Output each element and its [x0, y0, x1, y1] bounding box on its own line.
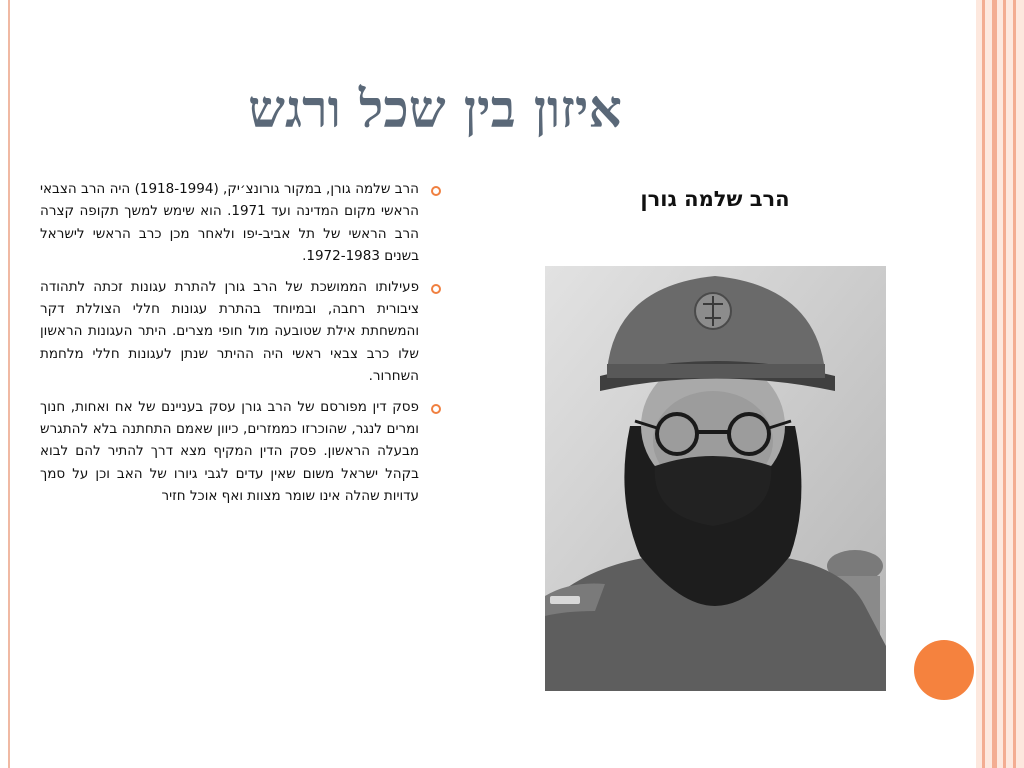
- bullet-list: [40, 178, 445, 516]
- portrait-photo: [545, 266, 886, 691]
- portrait-illustration: [545, 266, 886, 691]
- bullet-text: הרב שלמה גורן, במקור גורונצ׳יק, (1918-1994) היה הרב הצבאי הראשי מקום המדינה ועד 1971. הוא שימש למשך תקופה קצרה הרב הראשי של תל אביב-יפו ולאחר מכן כרב הראשי לישראל בשנים 1972-1983.: [40, 181, 420, 265]
- decorative-orange-circle: [914, 640, 974, 700]
- right-stripe: [992, 0, 997, 768]
- bullet-item: [40, 396, 445, 508]
- left-frame-line: [8, 0, 10, 768]
- bullet-circle-icon: [431, 404, 441, 414]
- bullet-text: פעילותו הממושכת של הרב גורן להתרת עגונות זכתה לתהודה ציבורית רחבה, ובמיוחד בהתרת עגונות חללי הצוללת דקר והמשחתת אילת שטובעה מול חופי מצרים. היתר העגונות הראשון שלו כרב צבאי ראשי היה ההיתר שנתן לעגונות חללי מלחמת השחרור.: [40, 278, 419, 385]
- bullet-item: [40, 276, 445, 388]
- bullet-item: [40, 178, 445, 268]
- slide-title: איזון בין שכל ורגש: [248, 79, 622, 140]
- right-stripe: [1013, 0, 1016, 768]
- photo-caption: הרב שלמה גורן: [640, 187, 790, 211]
- bullet-circle-icon: [431, 186, 441, 196]
- right-stripe: [982, 0, 985, 768]
- right-stripe: [1003, 0, 1006, 768]
- bullet-text: פסק דין מפורסם של הרב גורן עסק בעניינם של אח ואחות, חנוך ומרים לנגר, שהוכרזו כממזרים, כיוון שאמם התחתנה בלא להתגרש מבעלה הראשון. פסק הדין המקיף מצא דרך להתיר להם לבוא בקהל ישראל משום שאין עדים לגבי גיורו של האב וכן על סמך עדויות שהלה אינו שומר מצוות ואף אוכל חזיר: [40, 398, 419, 505]
- bullet-circle-icon: [431, 284, 441, 294]
